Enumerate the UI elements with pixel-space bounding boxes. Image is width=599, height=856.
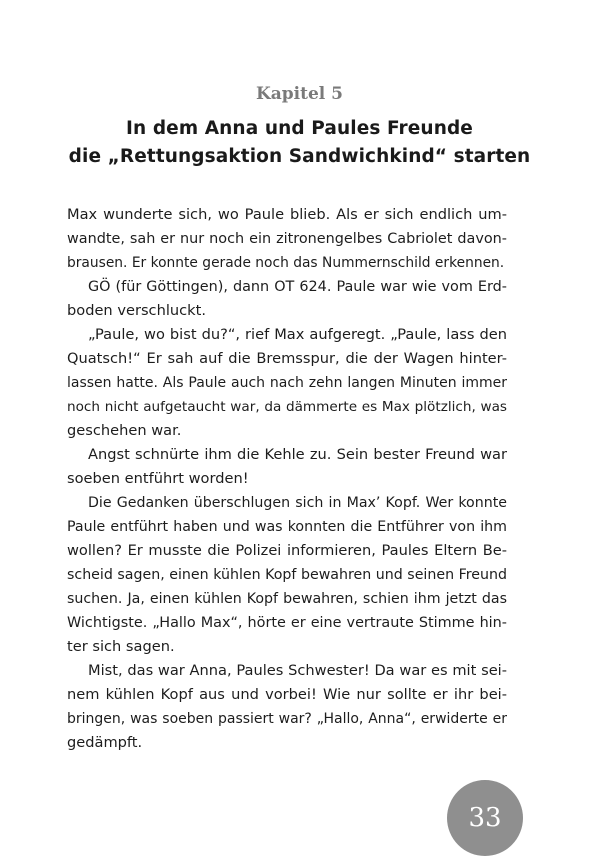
text-line: geschehen war. (67, 422, 182, 439)
text-line: „Paule, wo bist du?“, rief Max aufgeregt. „Paule, lass den (88, 326, 507, 343)
page-number-badge: 33 (447, 780, 523, 856)
text-line: brausen. Er konnte gerade noch das Nummernschild erkennen. (67, 255, 505, 271)
text-line: lassen hatte. Als Paule auch nach zehn langen Minuten immer (67, 375, 507, 391)
chapter-title-line-2: die „Rettungsaktion Sandwichkind“ starten (68, 146, 531, 167)
text-line: suchen. Ja, einen kühlen Kopf bewahren, schien ihm jetzt das (67, 591, 507, 607)
text-line: Mist, das war Anna, Paules Schwester! Da war es mit sei- (88, 662, 507, 679)
text-line: Max wunderte sich, wo Paule blieb. Als er sich endlich um- (67, 206, 507, 223)
text-line: Quatsch!“ Er sah auf die Bremsspur, die der Wagen hinter- (67, 350, 507, 367)
text-line: Paule entführt haben und was konnten die Entführer von ihm (67, 519, 507, 535)
text-line: bringen, was soeben passiert war? „Hallo, Anna“, erwiderte er (67, 711, 507, 727)
text-line: wandte, sah er nur noch ein zitronengelbes Cabriolet davon- (67, 231, 507, 247)
text-line: noch nicht aufgetaucht war, da dämmerte es Max plötzlich, was (67, 399, 507, 415)
text-line: nem kühlen Kopf aus und vorbei! Wie nur sollte er ihr bei- (67, 686, 507, 703)
text-line: Wichtigste. „Hallo Max“, hörte er eine vertraute Stimme hin- (67, 615, 507, 631)
text-line: Angst schnürte ihm die Kehle zu. Sein bester Freund war (88, 446, 507, 463)
text-line: scheid sagen, einen kühlen Kopf bewahren und seinen Freund (67, 567, 507, 583)
body-text (67, 203, 507, 755)
text-line: gedämpft. (67, 734, 143, 751)
text-line: wollen? Er musste die Polizei informieren, Paules Eltern Be- (67, 542, 507, 559)
text-line: soeben entführt worden! (67, 470, 249, 487)
chapter-title-line-1: In dem Anna und Paules Freunde (126, 118, 473, 139)
text-line: Die Gedanken überschlugen sich in Max’ Kopf. Wer konnte (88, 495, 507, 511)
text-line: boden verschluckt. (67, 302, 206, 319)
chapter-label: Kapitel 5 (255, 84, 343, 104)
text-line: GÖ (für Göttingen), dann OT 624. Paule war wie vom Erd- (88, 279, 507, 295)
text-line: ter sich sagen. (67, 638, 175, 655)
